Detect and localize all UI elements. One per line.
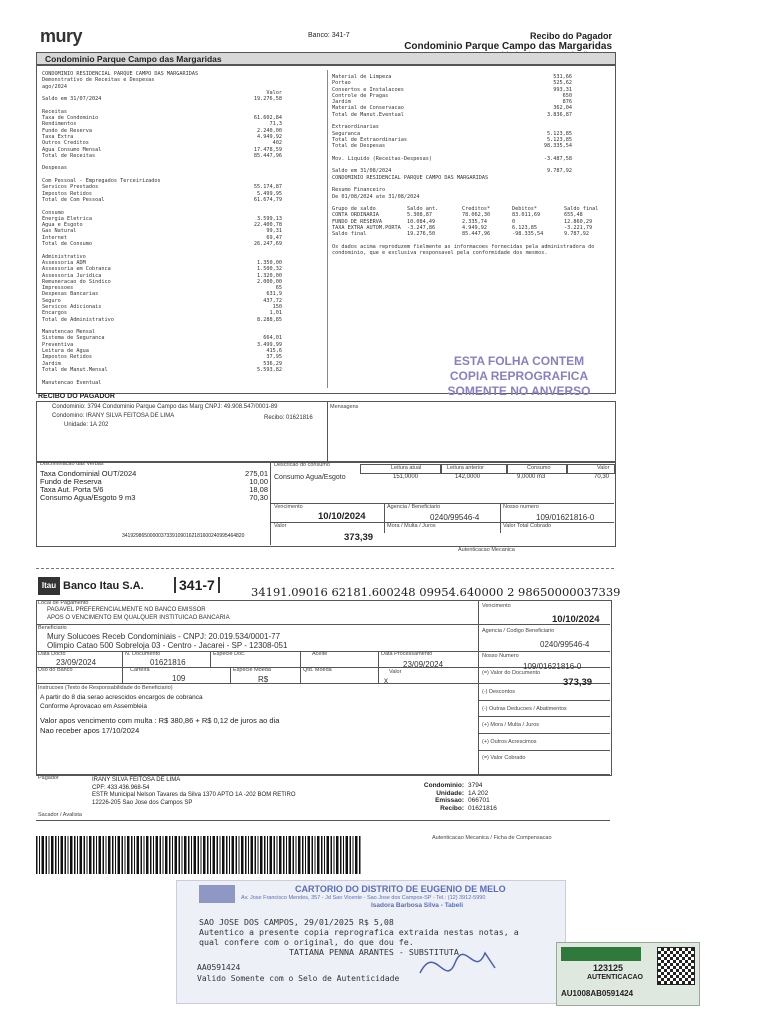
vline bbox=[384, 503, 385, 533]
boleto-right-labels bbox=[482, 689, 608, 772]
demo-line: Total de Consumo bbox=[42, 241, 92, 248]
demo-value: 55.174,87 bbox=[253, 184, 282, 191]
agencia: 0240/99546-4 bbox=[430, 513, 480, 522]
summary-cell: 83.011,69 bbox=[512, 212, 541, 219]
pagador-right-value: 01621816 bbox=[468, 804, 497, 812]
valor-x: x bbox=[384, 676, 388, 685]
demo-line: Fundo de Reserva bbox=[42, 127, 92, 134]
demo-line: Manutencao Mensal bbox=[42, 329, 96, 336]
demo-value: 61.674,79 bbox=[253, 196, 282, 203]
demo-left-values bbox=[230, 71, 282, 380]
consumo-value: 9,0000 m3 bbox=[517, 474, 546, 480]
vline bbox=[378, 651, 379, 683]
selo-code: AU1008AB0591424 bbox=[561, 989, 634, 998]
deduction-label: (+) Mora / Multa / Juros bbox=[482, 722, 540, 729]
demo-value: 1,01 bbox=[269, 310, 282, 317]
cartorio-line: TATIANA PENNA ARANTES - SUBSTITUTA bbox=[289, 947, 459, 957]
demo-line: Resumo Financeiro bbox=[332, 187, 386, 194]
demo-line: Energia Eletrica bbox=[42, 215, 92, 222]
pagador-right-row bbox=[400, 797, 550, 805]
summary-cell: 5.308,87 bbox=[407, 212, 432, 219]
demo-value: 22.400,78 bbox=[253, 222, 282, 229]
verba-value: 18,08 bbox=[249, 485, 268, 494]
demo-line: Receitas bbox=[42, 108, 67, 115]
leitura-anterior-label: Leitura anterior bbox=[447, 465, 484, 471]
cartorio-line: qual confere com o original, do que dou fe. bbox=[199, 937, 414, 947]
demo-line: Assessoria Juridica bbox=[42, 272, 102, 279]
pagador-block bbox=[92, 777, 392, 807]
summary-cell: 6.123,85 bbox=[512, 224, 537, 231]
verba-label: Taxa Condominial OUT/2024 bbox=[40, 469, 137, 478]
summary-row bbox=[332, 231, 612, 237]
especie-moeda-label: Especie Moeda bbox=[233, 667, 271, 673]
demo-line: Total de Receitas bbox=[42, 152, 96, 159]
demo-value: 664,01 bbox=[263, 335, 282, 342]
selo-numero: 123125 bbox=[593, 963, 624, 973]
summary-cell: 4.949,92 bbox=[462, 224, 487, 231]
verbas-list bbox=[40, 469, 270, 501]
cartorio-address: Av. Jose Francisco Mendes, 357 - Jd Sao Vicente - Sao Jose dos Campos-SP - Tel.: (12) 3912-5990 bbox=[241, 895, 486, 901]
vencimento: 10/10/2024 bbox=[552, 614, 600, 625]
demo-line: Consumo bbox=[42, 209, 64, 216]
pagador-right-label: Unidade: bbox=[436, 789, 464, 797]
demonstrativo-divider bbox=[327, 70, 328, 388]
pagador-line: IRANY SILVA FEITOSA DE LIMA bbox=[92, 777, 181, 783]
summary-cell: 19.276,50 bbox=[407, 231, 436, 238]
pagador-right-label: Condominio: bbox=[423, 782, 464, 789]
demo-line: Assessoria em Cobranca bbox=[42, 266, 111, 273]
consumo-valor: 70,30 bbox=[594, 474, 610, 480]
mury-logo: mury bbox=[40, 26, 83, 46]
demo-value: 1.320,00 bbox=[257, 272, 282, 279]
demo-line: Total de Manut.Eventual bbox=[332, 111, 404, 118]
data-proc: 23/09/2024 bbox=[403, 660, 444, 669]
summary-cell: Creditos* bbox=[462, 206, 491, 212]
consumo-header bbox=[506, 464, 568, 474]
demo-value: 3.836,87 bbox=[547, 111, 572, 118]
summary-cell: 85.447,96 bbox=[462, 231, 491, 238]
demo-line: Com Pessoal - Empregados Terceirizados bbox=[42, 178, 161, 185]
venc-label: Vencimento bbox=[274, 504, 303, 510]
valor-col-label: Valor bbox=[597, 465, 610, 471]
nosso-numero: 109/01621816-0 bbox=[523, 662, 582, 671]
demo-line: Mov. Liquido (Receitas-Despesas) bbox=[332, 155, 432, 162]
demo-line: Consertos e Instalacoes bbox=[332, 86, 404, 93]
demo-value bbox=[520, 194, 572, 200]
stamp-line: SOMENTE NO ANVERSO bbox=[447, 384, 591, 398]
summary-cell: 9.787,92 bbox=[564, 231, 589, 238]
demo-value: 99,31 bbox=[266, 228, 282, 235]
demo-value: 5.499,95 bbox=[257, 190, 282, 197]
leitura-atual: 151,0000 bbox=[393, 474, 419, 480]
demo-line: Material de Limpeza bbox=[332, 74, 392, 80]
pagador-label: Pagador bbox=[38, 775, 59, 781]
demo-value: 4.949,92 bbox=[257, 133, 282, 140]
brasao-icon bbox=[199, 885, 235, 903]
pagador-line: ESTR Municipal Nelson Tavares da Silva 1370 APTO 1A -202 BOM RETIRO bbox=[92, 792, 296, 798]
summary-cell: -3.221,79 bbox=[564, 224, 593, 231]
demo-value: 1.350,00 bbox=[257, 259, 282, 266]
boleto-divider bbox=[478, 600, 479, 774]
demo-line: Encargos bbox=[42, 310, 67, 317]
uso-banco-label: Uso do Banco bbox=[38, 667, 73, 673]
aceite-label: Aceite bbox=[312, 651, 328, 657]
demo-value: 415,6 bbox=[266, 348, 282, 355]
valor-label: Valor bbox=[389, 669, 402, 675]
beneficiario-line-1: Mury Solucoes Receb Condominiais - CNPJ: 20.019.534/0001-77 bbox=[47, 632, 281, 641]
demo-value: 437,72 bbox=[263, 297, 282, 304]
demo-value: 3.599,13 bbox=[257, 215, 282, 222]
leitura-anterior-header bbox=[440, 464, 508, 474]
demo-line: Impressoes bbox=[42, 285, 74, 292]
valor-header bbox=[566, 464, 615, 474]
demo-value: 65 bbox=[275, 285, 282, 292]
demo-line: Agua e Esgoto bbox=[42, 222, 83, 229]
selo-autenticidade bbox=[556, 942, 700, 1006]
demo-line: Rendimentos bbox=[42, 121, 77, 128]
recibo-numero: Recibo: 01621816 bbox=[264, 415, 313, 421]
recibo-unidade: Unidade: 1A 202 bbox=[64, 422, 109, 428]
linha-digitavel: 34191.09016 62181.600248 09954.640000 2 98650000037339 bbox=[251, 585, 621, 599]
carteira: 109 bbox=[172, 674, 186, 683]
demo-line: Impostos Retidos bbox=[42, 354, 92, 361]
stamp-line: COPIA REPROGRAFICA bbox=[449, 369, 589, 383]
demo-value: 69,47 bbox=[266, 234, 282, 241]
resumo-note: Os dados acima reproduzem fielmente as informacoes fornecidas pela administradora do condominio, que e exclusiva responsavel pela conformidade dos mesmos. bbox=[332, 244, 595, 257]
vline bbox=[122, 651, 123, 683]
demo-value: 631,9 bbox=[266, 291, 282, 298]
bank-name: Banco Itau S.A. bbox=[63, 580, 144, 592]
cartorio-code: AA0591424 bbox=[197, 963, 241, 972]
hline bbox=[270, 522, 614, 523]
agencia: 0240/99546-4 bbox=[540, 640, 590, 649]
recibo-top-box bbox=[36, 401, 616, 463]
summary-cell: 78.062,30 bbox=[462, 212, 491, 219]
recibo-condomino: Condomino: IRANY SILVA FEITOSA DE LIMA bbox=[52, 413, 175, 419]
pagador-right-block bbox=[400, 782, 550, 812]
instrucao-line: Conforme Aprovacao em Assembleia bbox=[40, 703, 147, 710]
verba-value: 275,01 bbox=[245, 469, 268, 478]
demo-value: 876 bbox=[562, 99, 572, 106]
demo-value: 536,29 bbox=[263, 360, 282, 367]
pagador-right-row bbox=[400, 805, 550, 813]
demo-value: 37,95 bbox=[266, 354, 282, 361]
demo-value: 5.593,82 bbox=[257, 366, 282, 373]
sacador-label: Sacador / Avalista bbox=[38, 812, 82, 818]
carteira-label: Carteira bbox=[130, 667, 150, 673]
consumo-desc: Consumo Agua/Esgoto bbox=[274, 474, 346, 481]
pagador-right-label: Recibo: bbox=[440, 804, 464, 812]
nosso-label: Nosso numero bbox=[503, 504, 539, 510]
verba-row bbox=[40, 493, 270, 501]
demo-line: CONDOMINIO RESIDENCIAL PARQUE CAMPO DAS MARGARIDAS bbox=[332, 174, 489, 181]
demo-line: De 01/08/2024 ate 31/08/2024 bbox=[332, 193, 420, 200]
beneficiario-line-2: Olimpio Catao 500 Sobreloja 03 - Centro - Jacarei - SP - 12308-051 bbox=[47, 641, 288, 650]
demo-line: Agua Consumo Mensal bbox=[42, 146, 102, 153]
demo-line: Material de Conservacao bbox=[332, 105, 404, 112]
demo-value: Valor bbox=[266, 89, 282, 96]
especie-moeda: R$ bbox=[258, 675, 269, 684]
verba-row bbox=[40, 469, 270, 477]
demo-line: Outros Creditos bbox=[42, 140, 89, 147]
demo-value: 2.240,00 bbox=[257, 127, 282, 134]
instrucao-line: Valor apos vencimento com multa : R$ 380,86 + R$ 0,12 de juros ao dia bbox=[40, 716, 280, 725]
selo-header-icon bbox=[561, 947, 641, 961]
demo-line: Despesas Bancarias bbox=[42, 291, 99, 298]
demo-value bbox=[230, 373, 282, 379]
demo-line: Sistema de Seguranca bbox=[42, 335, 105, 342]
demo-line: Extraordinarias bbox=[332, 124, 379, 131]
demo-line: Despesas bbox=[42, 165, 67, 172]
agencia-label: Agencia / Beneficiario bbox=[387, 504, 441, 510]
pagador-right-value: 066701 bbox=[468, 797, 490, 804]
summary-cell: 2.335,74 bbox=[462, 218, 487, 225]
demo-value: 1.500,32 bbox=[257, 266, 282, 273]
demo-value: 993,31 bbox=[553, 86, 572, 93]
leitura-atual-header bbox=[360, 464, 442, 474]
title-bar-text: Condominio Parque Campo das Margaridas bbox=[45, 54, 222, 64]
pagador-right-value: 3794 bbox=[468, 782, 483, 789]
deduction-label: (=) Valor Cobrado bbox=[482, 755, 526, 762]
demo-line: ago/2024 bbox=[42, 83, 67, 90]
data-doc-label: Data Docto bbox=[38, 651, 66, 657]
demo-line: Total de Manut.Mensal bbox=[42, 366, 108, 373]
demo-value: 362,04 bbox=[553, 105, 572, 112]
demo-line: Leitura de Agua bbox=[42, 348, 89, 355]
demo-left-labels bbox=[42, 71, 262, 386]
pagador-right-value: 1A 202 bbox=[468, 789, 489, 797]
cut-line bbox=[36, 568, 614, 569]
demo-value: 98.335,54 bbox=[543, 143, 572, 150]
demo-right-labels bbox=[332, 74, 532, 200]
num-doc: 01621816 bbox=[150, 658, 186, 667]
demo-line: Seguro bbox=[42, 297, 61, 304]
verba-label: Consumo Agua/Esgoto 9 m3 bbox=[40, 493, 136, 502]
demo-line: Total de Administrativo bbox=[42, 316, 114, 323]
instrucoes-label: Instrucoes (Texto de Responsabilidade do Beneficiario) bbox=[38, 685, 173, 691]
bank-label: Banco: 341-7 bbox=[308, 32, 350, 39]
verba-label: Fundo de Reserva bbox=[40, 477, 102, 486]
agencia-label: Agencia / Codigo Beneficiario bbox=[482, 628, 555, 634]
vline bbox=[230, 667, 231, 683]
valor-doc-label: (=) Valor do Documento bbox=[482, 670, 541, 676]
mora-label: Mora / Multa / Juros bbox=[387, 523, 436, 529]
pagador-right-row bbox=[400, 790, 550, 798]
cartorio-line: Autentico a presente copia reprografica extraida nestas notas, a bbox=[199, 927, 519, 937]
demo-line: Saldo em 31/08/2024 bbox=[332, 168, 392, 175]
consumo-col-label: Consumo bbox=[527, 465, 551, 471]
demo-line: Demonstrativo de Receitas e Despesas bbox=[42, 77, 155, 84]
pagador-right-row bbox=[400, 782, 550, 790]
demo-line: Manutencao Eventual bbox=[42, 379, 102, 386]
nosso-numero: 109/01621816-0 bbox=[536, 513, 595, 522]
summary-cell: Grupo de saldo bbox=[332, 206, 376, 212]
summary-cell: Saldo ant. bbox=[407, 206, 439, 212]
demo-value: 19.276,58 bbox=[253, 96, 282, 103]
demo-line: Portao bbox=[332, 80, 351, 87]
pagador-right-label: Emissao: bbox=[435, 797, 464, 804]
verba-row bbox=[40, 477, 270, 485]
itau-logo: Itau bbox=[38, 577, 60, 595]
demo-value: 9.787,92 bbox=[547, 168, 572, 175]
venc-label: Vencimento bbox=[482, 603, 511, 609]
recibo-pagador-title: RECIBO DO PAGADOR bbox=[38, 393, 115, 400]
cartorio-tabelia: Isadora Barbosa Silva - Tabeli bbox=[371, 902, 463, 909]
demo-line: Seguranca bbox=[332, 130, 361, 137]
recibo-title: Recibo do Pagador bbox=[529, 31, 612, 41]
stamp-line: ESTA FOLHA CONTEM bbox=[453, 354, 585, 368]
demo-value: 5.123,85 bbox=[547, 136, 572, 143]
summary-cell: 0 bbox=[512, 218, 516, 225]
hline bbox=[36, 624, 610, 625]
demo-line: Controle de Pragas bbox=[332, 92, 389, 99]
valor-label: Valor bbox=[274, 523, 287, 529]
vline bbox=[300, 651, 301, 683]
vtc-label: Valor Total Cobrado bbox=[503, 523, 552, 529]
demo-value: 85.447,96 bbox=[253, 152, 282, 159]
pagador-line: CPF: 433.436.968-54 bbox=[92, 784, 150, 791]
linha-digitavel-small: 34192986500000373391090162181600240995464820 bbox=[122, 533, 245, 539]
demo-value: -3.487,58 bbox=[543, 155, 572, 162]
demo-line: Total de Com Pessoal bbox=[42, 196, 105, 203]
instrucao-line: A partir do 8 dia serao acrescidos encargos de cobranca bbox=[40, 694, 203, 701]
resumo-financeiro bbox=[332, 206, 612, 237]
verba-row bbox=[40, 485, 270, 493]
demo-line: Total de Despesas bbox=[332, 143, 386, 150]
ficha-label: Autenticacao Mecanica / Ficha de Compensacao bbox=[432, 835, 552, 841]
autenticacao-label: Autenticacao Mecanica bbox=[458, 547, 515, 553]
demo-line: Taxa de Condominio bbox=[42, 115, 99, 122]
vline bbox=[210, 651, 211, 667]
demo-line: Taxa Extra bbox=[42, 133, 74, 140]
demo-value: 150 bbox=[272, 303, 282, 310]
demo-right-values bbox=[520, 74, 572, 200]
recibo-condominio: Condominio: 3794 Condominio Parque Campo das Marg CNPJ: 49.908.547/0001-89 bbox=[52, 404, 278, 410]
num-doc-label: N. Documento bbox=[125, 651, 161, 657]
local-label: Local de Pagamento bbox=[38, 600, 89, 606]
hline bbox=[36, 774, 610, 775]
pagador-line: 12226-205 Sao Jose dos Campos SP bbox=[92, 799, 193, 806]
verba-value: 10,00 bbox=[249, 477, 268, 486]
demo-line: Internet bbox=[42, 234, 67, 241]
valor-documento: 373,39 bbox=[563, 677, 593, 688]
discriminacao-label: Discriminacao das Verbas bbox=[40, 461, 104, 467]
local-line-1: PAGAVEL PREFERENCIALMENTE NO BANCO EMISSOR bbox=[47, 607, 206, 613]
barcode bbox=[36, 836, 362, 874]
demo-line: Preventiva bbox=[42, 341, 74, 348]
demo-line: Servicos Adicionais bbox=[42, 303, 102, 310]
leitura-anterior: 142,0000 bbox=[455, 474, 481, 480]
hline bbox=[270, 503, 614, 504]
demo-line: Administrativo bbox=[42, 253, 86, 260]
demo-line: Gas Natural bbox=[42, 228, 77, 235]
selo-label: AUTENTICACAO bbox=[587, 974, 643, 981]
summary-cell: 12.860,29 bbox=[564, 218, 593, 225]
verba-label: Taxa Aut. Porta 5/6 bbox=[40, 485, 104, 494]
demo-value: 2.000,00 bbox=[257, 278, 282, 285]
demo-value: 8.288,85 bbox=[257, 316, 282, 323]
bank-code: 341-7 bbox=[174, 577, 220, 593]
summary-cell: 655,48 bbox=[564, 212, 583, 219]
cartorio-stamp bbox=[176, 880, 566, 1004]
verba-value: 70,30 bbox=[249, 493, 268, 502]
summary-cell: Saldo final bbox=[332, 231, 367, 238]
deduction-label: (-) Descontos bbox=[482, 689, 516, 695]
demo-line: Saldo em 31/07/2024 bbox=[42, 96, 102, 103]
hline bbox=[36, 683, 610, 684]
cartorio-title: CARTORIO DO DISTRITO DE EUGENIO DE MELO bbox=[295, 884, 506, 894]
valor: 373,39 bbox=[344, 532, 374, 543]
demo-value: 650 bbox=[562, 92, 572, 99]
leitura-atual-label: Leitura atual bbox=[391, 465, 422, 471]
copia-stamp bbox=[434, 354, 604, 399]
vencimento: 10/10/2024 bbox=[318, 511, 366, 522]
demo-value: 531,66 bbox=[553, 74, 572, 80]
demo-value: 5.123,85 bbox=[547, 130, 572, 137]
deduction-label: (-) Outras Deducoes / Abatimentos bbox=[482, 705, 567, 712]
demo-line: Total de Extraordinarias bbox=[332, 136, 407, 143]
summary-cell: TAXA EXTRA AUTOM.PORTA bbox=[332, 224, 401, 231]
condo-title: Condominio Parque Campo das Margaridas bbox=[404, 41, 612, 52]
consumo-desc-label: Descricao do consumo bbox=[274, 462, 330, 468]
summary-cell: FUNDO DE RESERVA bbox=[332, 218, 382, 225]
cartorio-validade: Valido Somente com o Selo de Autenticidade bbox=[197, 974, 400, 983]
signature-icon bbox=[415, 933, 505, 993]
demo-value: 402 bbox=[272, 140, 282, 147]
demo-line: CONDOMINIO RESIDENCIAL PARQUE CAMPO DAS MARGARIDAS bbox=[42, 71, 199, 77]
beneficiario-label: Beneficiario bbox=[38, 625, 67, 631]
demo-line: Jardim bbox=[42, 360, 61, 367]
qr-code-icon bbox=[657, 947, 695, 985]
demo-line: Servicos Prestados bbox=[42, 184, 99, 191]
demo-line: Assessoria ADM bbox=[42, 259, 86, 266]
demo-line: Impostos Retidos bbox=[42, 190, 92, 197]
data-doc: 23/09/2024 bbox=[56, 658, 97, 667]
demo-value: 3.499,99 bbox=[257, 341, 282, 348]
summary-cell: CONTA ORDINARIA bbox=[332, 212, 379, 219]
mensagens-label: Mensagens bbox=[330, 404, 359, 410]
summary-cell: -3.247,86 bbox=[407, 224, 436, 231]
demo-value: 61.602,84 bbox=[253, 115, 282, 122]
demo-value: 525,62 bbox=[553, 80, 572, 87]
cartorio-line: SAO JOSE DOS CAMPOS, 29/01/2025 R$ 5,08 bbox=[199, 917, 394, 927]
local-line-2: APOS O VENCIMENTO EM QUALQUER INSTITUICAO BANCARIA bbox=[47, 615, 230, 621]
demo-value: 71,3 bbox=[269, 121, 282, 128]
especie-doc-label: Especie Doc. bbox=[213, 651, 246, 657]
demo-value: 17.478,59 bbox=[253, 146, 282, 153]
summary-cell: 10.084,49 bbox=[407, 218, 436, 225]
hline bbox=[36, 820, 610, 821]
demo-value: 26.247,69 bbox=[253, 241, 282, 248]
demo-line: Jardim bbox=[332, 99, 351, 106]
nosso-label: Nosso Numero bbox=[482, 653, 519, 659]
summary-cell: Saldo final bbox=[564, 206, 599, 212]
instrucoes-list bbox=[40, 694, 470, 736]
instrucao-line: Nao receber apos 17/10/2024 bbox=[40, 726, 140, 735]
summary-cell: -98.335,54 bbox=[512, 231, 544, 238]
vline bbox=[500, 503, 501, 533]
deduction-label: (+) Outros Acrescimos bbox=[482, 738, 537, 745]
summary-cell: Debitos* bbox=[512, 206, 537, 212]
qtd-moeda-label: Qtd. Moeda bbox=[303, 667, 332, 673]
demo-line: Remuneracao do Sindico bbox=[42, 278, 111, 285]
recibo-top-divider bbox=[327, 401, 328, 461]
data-proc-label: Data Processamento bbox=[381, 651, 433, 657]
